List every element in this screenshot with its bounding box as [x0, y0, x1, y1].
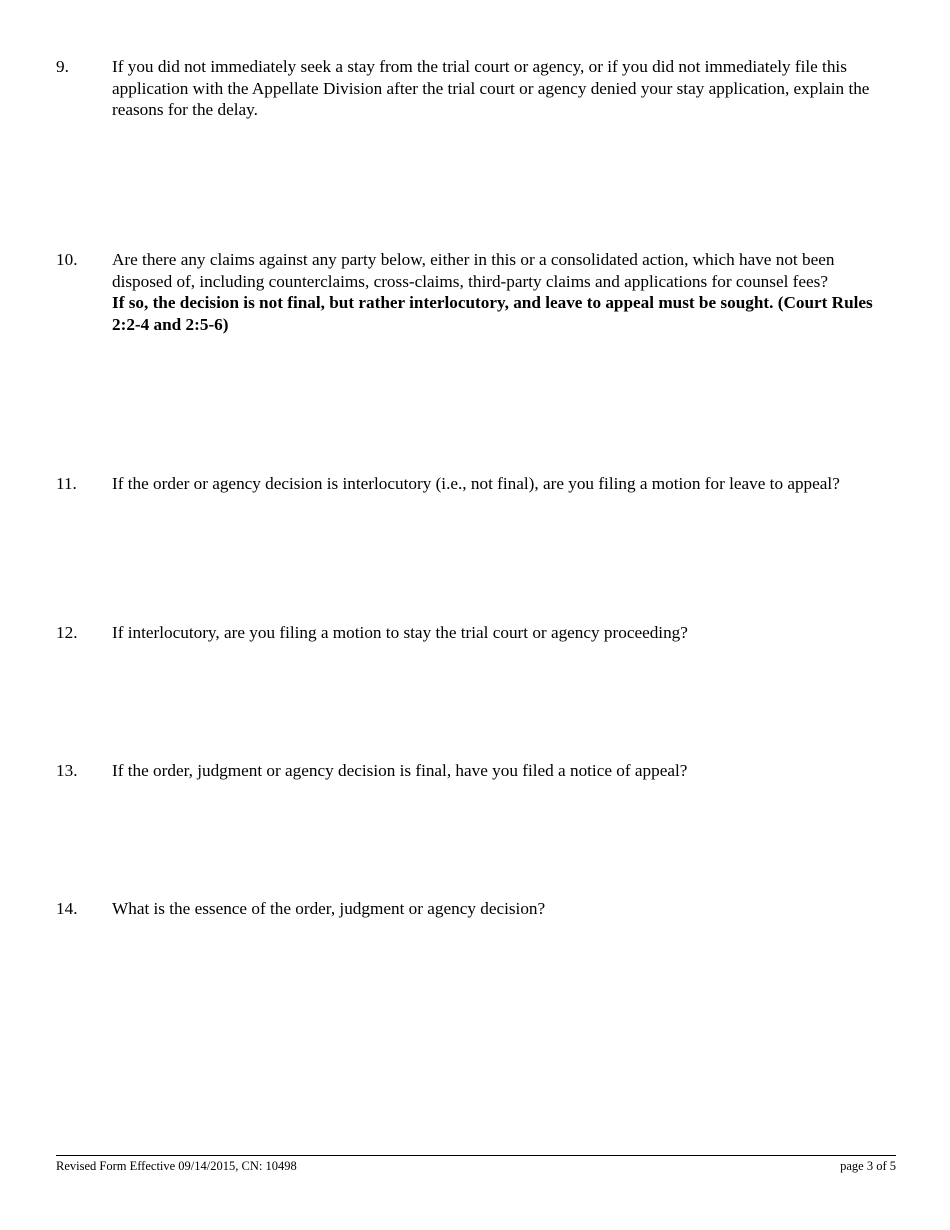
question-text: If the order, judgment or agency decision is final, have you filed a notice of appeal? — [112, 761, 688, 780]
question-number: 14. — [56, 899, 78, 918]
question-number: 13. — [56, 761, 78, 780]
question-body — [112, 622, 896, 644]
question-body — [112, 473, 896, 495]
question-number: 11. — [56, 474, 77, 493]
question-body — [112, 760, 896, 782]
question-12 — [56, 622, 896, 644]
question-text: If interlocutory, are you filing a motion to stay the trial court or agency proceeding? — [112, 623, 688, 642]
question-body — [112, 898, 896, 920]
page-number: page 3 of 5 — [840, 1159, 896, 1173]
question-11 — [56, 473, 896, 495]
question-number: 10. — [56, 250, 78, 269]
page-footer — [56, 1155, 896, 1174]
form-revision-info: Revised Form Effective 09/14/2015, CN: 10498 — [56, 1159, 297, 1173]
question-number: 9. — [56, 57, 69, 76]
question-body — [112, 56, 896, 121]
question-note: If so, the decision is not final, but rather interlocutory, and leave to appeal must be sought. (Court Rules 2:2-4 and 2:5-6) — [112, 293, 873, 334]
question-body — [112, 249, 896, 335]
question-text: If you did not immediately seek a stay from the trial court or agency, or if you did not immediately file this application with the Appellate Division after the trial court or agency denied your stay application, explain the reasons for the delay. — [112, 57, 870, 120]
question-text: Are there any claims against any party below, either in this or a consolidated action, which have not been disposed of, including counterclaims, cross-claims, third-party claims and applications for counsel fees? — [112, 250, 835, 291]
question-13 — [56, 760, 896, 782]
question-10 — [56, 249, 896, 335]
question-14 — [56, 898, 896, 920]
question-number: 12. — [56, 623, 78, 642]
question-text: If the order or agency decision is interlocutory (i.e., not final), are you filing a motion for leave to appeal? — [112, 474, 840, 493]
question-text: What is the essence of the order, judgment or agency decision? — [112, 899, 546, 918]
question-9 — [56, 56, 896, 121]
